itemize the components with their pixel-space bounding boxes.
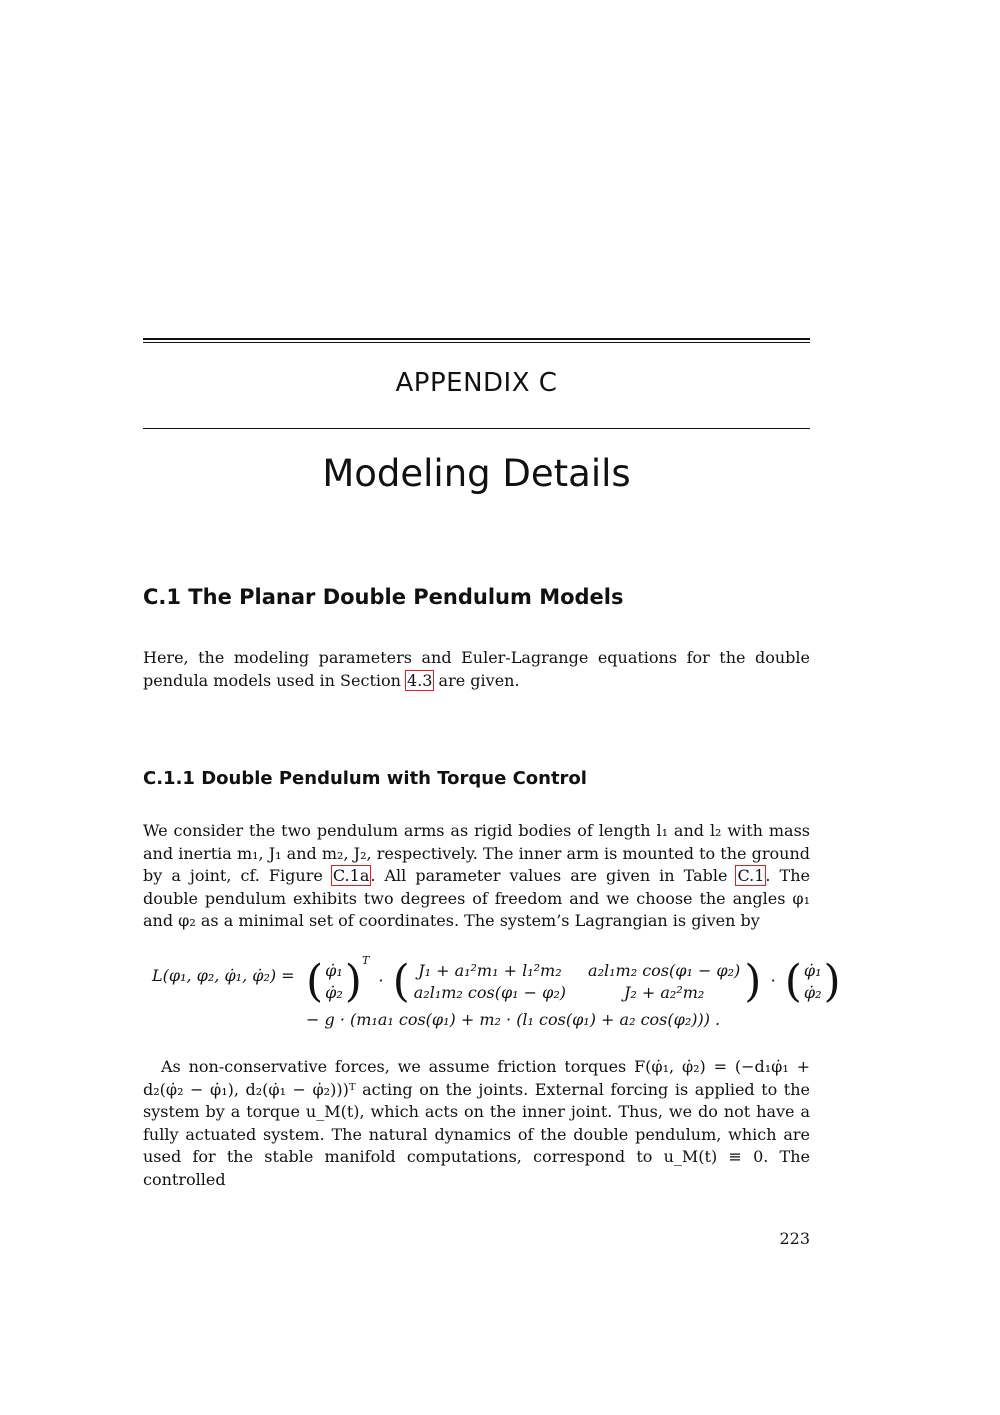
- page-number: 223: [779, 1229, 810, 1248]
- matrix-entry-12: a₂l₁m₂ cos(φ₁ − φ₂): [588, 960, 741, 980]
- section-heading: C.1 The Planar Double Pendulum Models: [143, 585, 624, 609]
- table-reference-link[interactable]: C.1: [737, 866, 765, 886]
- section-reference-link[interactable]: 4.3: [407, 670, 433, 690]
- intro-text-1: Here, the modeling parameters and Euler-Lagrange equations for the double pendula models used in Section: [143, 648, 810, 690]
- vector2-entry-bottom: φ̇₂: [803, 982, 822, 1002]
- vector-entry-bottom: φ̇₂: [325, 982, 343, 1002]
- subsection-heading: C.1.1 Double Pendulum with Torque Control: [143, 768, 587, 789]
- matrix-entry-11: J₁ + a₁²m₁ + l₁²m₂: [418, 960, 562, 980]
- title-divider-rule: [143, 428, 810, 429]
- chapter-title: Modeling Details: [322, 452, 631, 495]
- para1-text-2: . All parameter values are given in Table: [370, 866, 737, 886]
- body-paragraph-1: [143, 820, 810, 933]
- para1-text-3: . The double pendulum exhibits two degrees of freedom and we choose the angles φ₁ and φ₂ as a minimal set of coordinates. The system’s Lagrangian is given by: [143, 866, 810, 931]
- intro-paragraph: [143, 647, 810, 692]
- top-double-rule-upper: [143, 338, 810, 340]
- para1-text-1: We consider the two pendulum arms as rigid bodies of length l₁ and l₂ with mass and inertia m₁, J₁ and m₂, J₂, respectively. The inner arm is mounted to the ground by a joint, cf. Figure: [143, 821, 810, 886]
- lagrangian-potential-term: − g · (m₁a₁ cos(φ₁) + m₂ · (l₁ cos(φ₁) + a₂ cos(φ₂))) .: [306, 1010, 721, 1029]
- velocity-vector: ( φ̇₁ φ̇₂ ): [784, 955, 841, 1007]
- velocity-vector-transposed: ( φ̇₁ φ̇₂ ): [306, 955, 362, 1007]
- intro-text-2: are given.: [433, 670, 520, 690]
- vector-entry-top: φ̇₁: [325, 960, 343, 980]
- lagrangian-lhs: L(φ₁, φ₂, φ̇₁, φ̇₂) =: [152, 966, 295, 985]
- inertia-matrix: ( J₁ + a₁²m₁ + l₁²m₂ a₂l₁m₂ cos(φ₁ − φ₂) a₂l₁m₂ cos(φ₁ − φ₂) J₂ + a₂²m₂ ): [392, 955, 762, 1007]
- top-double-rule-lower: [143, 342, 810, 343]
- vector2-entry-top: φ̇₁: [803, 960, 822, 980]
- lagrangian-quadratic-form: [306, 954, 841, 1007]
- dot-operator-2: ·: [770, 971, 776, 990]
- matrix-entry-22: J₂ + a₂²m₂: [623, 982, 705, 1002]
- appendix-label: APPENDIX C: [395, 368, 558, 398]
- matrix-entry-21: a₂l₁m₂ cos(φ₁ − φ₂): [413, 982, 567, 1002]
- dot-operator: ·: [378, 971, 384, 990]
- body-paragraph-2: As non-conservative forces, we assume friction torques F(φ̇₁, φ̇₂) = (−d₁φ̇₁ + d₂(φ̇₂ − φ̇₁), d₂(φ̇₁ − φ̇₂)))ᵀ acting on the joints. External forcing is applied to the system by a torque u_M(t), which acts on the inner joint. Thus, we do not have a fully actuated system. The natural dynamics of the double pendulum, which are used for the stable manifold computations, correspond to u_M(t) ≡ 0. The controlled: [143, 1057, 810, 1189]
- figure-reference-link[interactable]: C.1a: [332, 866, 370, 886]
- transpose-symbol: T: [361, 954, 370, 967]
